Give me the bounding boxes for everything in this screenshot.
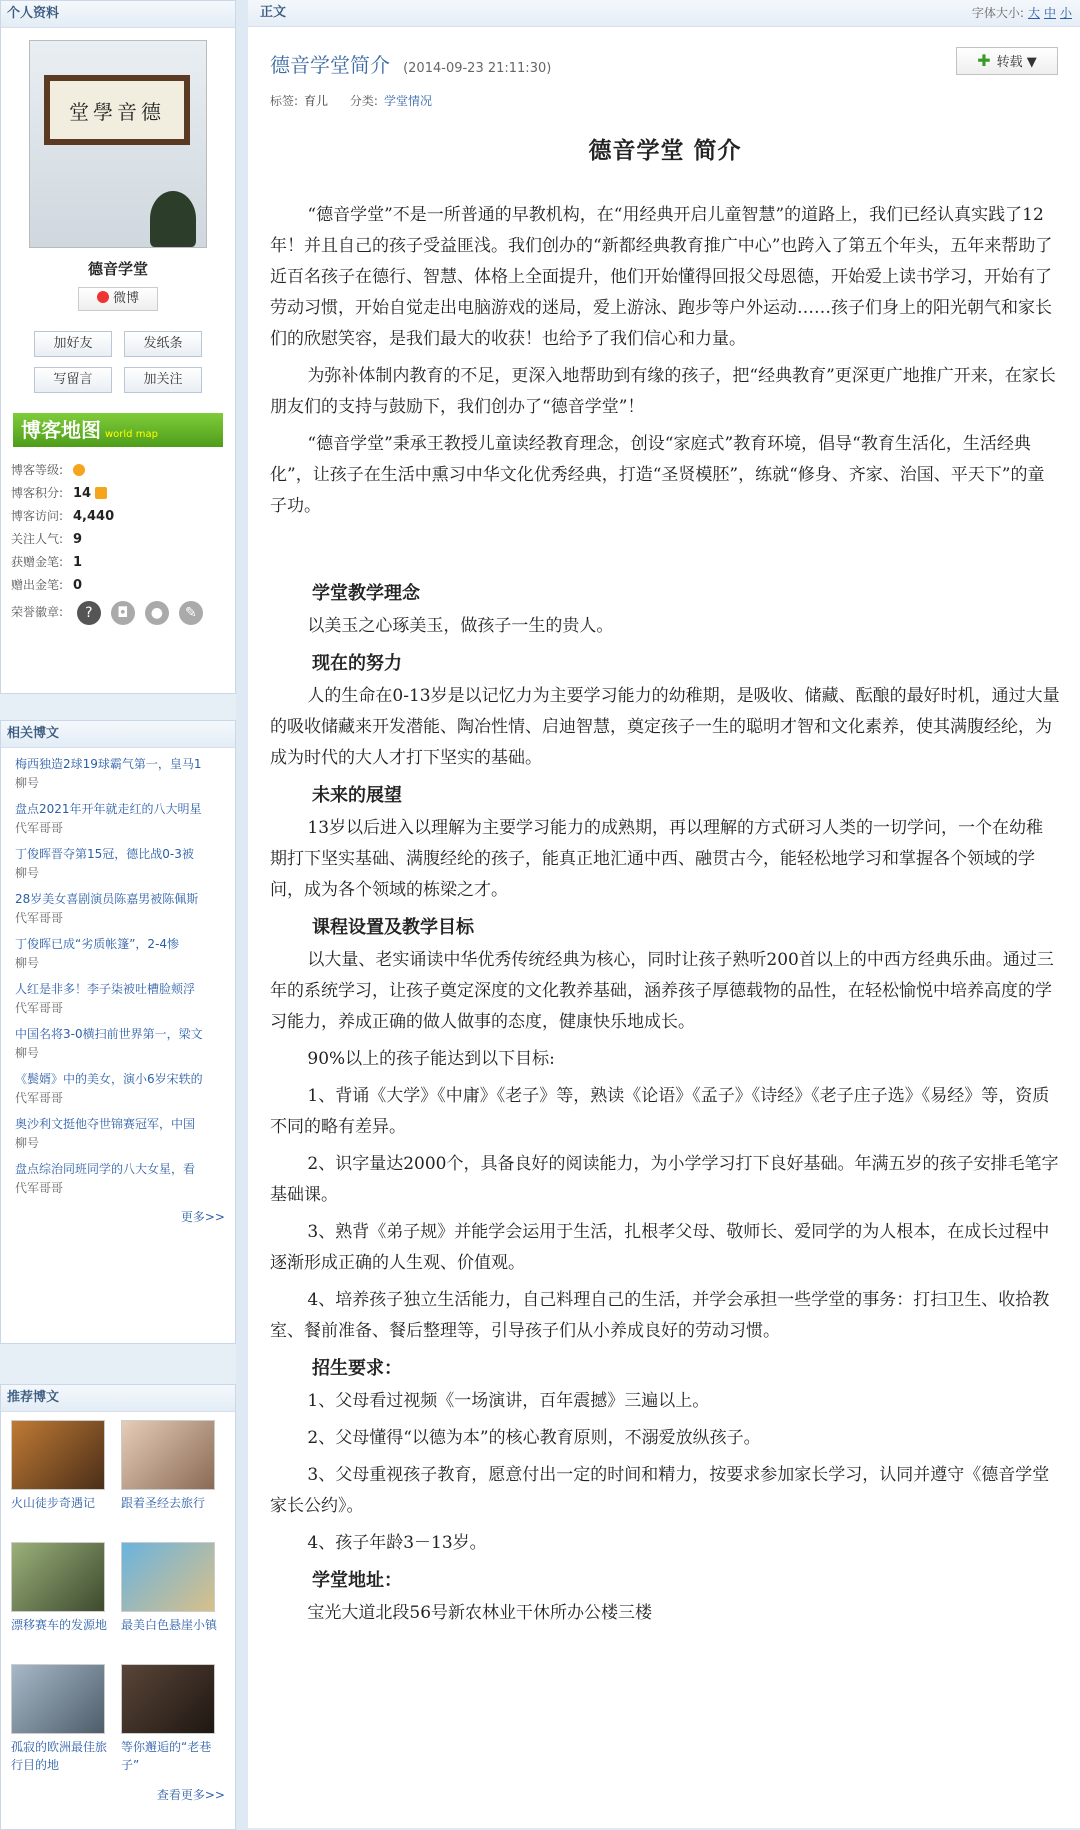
article-title-row xyxy=(270,49,1080,78)
related-title[interactable]: 盘点综治同班同学的八大女星，看 xyxy=(15,1162,196,1176)
thumbnail[interactable] xyxy=(121,1542,215,1612)
related-author[interactable]: 柳号 xyxy=(15,1046,40,1060)
stat-followers xyxy=(11,528,235,551)
related-author[interactable]: 柳号 xyxy=(15,1136,40,1150)
stat-key: 赠出金笔: xyxy=(11,578,64,592)
recommended-item[interactable] xyxy=(11,1420,107,1532)
related-author[interactable]: 柳号 xyxy=(15,776,40,790)
section-paragraph: 13岁以后进入以理解为主要学习能力的成熟期，再以理解的方式研习人类的一切学问，一个在幼稚期打下坚实基础、满腹经纶的孩子，能真正地汇通中西、融贯古今，能轻松地学习和掌握各个领域的学问，成为各个领域的栋梁之才。 xyxy=(270,818,1044,900)
section-title: 现在的努力 xyxy=(312,653,402,674)
recommended-more-link[interactable]: 查看更多>> xyxy=(156,1788,225,1802)
section-paragraph: 宝光大道北段56号新农林业干休所办公楼三楼 xyxy=(307,1603,653,1623)
weibo-label: 微博 xyxy=(112,291,139,306)
font-size-large[interactable]: 大 xyxy=(1027,6,1040,20)
recommended-caption[interactable]: 孤寂的欧洲最佳旅行目的地 xyxy=(11,1740,107,1772)
section-paragraph: 2、父母懂得“以德为本”的核心教育原则，不溺爱放纵孩子。 xyxy=(307,1428,761,1448)
recommended-caption[interactable]: 跟着圣经去旅行 xyxy=(121,1496,206,1510)
related-title[interactable]: 28岁美女喜剧演员陈嘉男被陈佩斯 xyxy=(15,892,199,906)
intro-paragraph: “德音学堂”秉承王教授儿童读经教育理念，创设“家庭式”教育环境，倡导“教育生活化，生活经典化”，让孩子在生活中熏习中华文化优秀经典，打造“圣贤模胚”，练就“修身、齐家、治国、平天下”的童子功。 xyxy=(270,434,1045,516)
section-paragraph: 3、父母重视孩子教育，愿意付出一定的时间和精力，按要求参加家长学习，认同并遵守《德音学堂家长公约》。 xyxy=(270,1465,1050,1516)
list-item[interactable] xyxy=(1,1018,235,1063)
related-author[interactable]: 代军哥哥 xyxy=(15,821,64,835)
camera-badge-icon[interactable]: ◘ xyxy=(111,601,135,625)
recommended-item[interactable] xyxy=(11,1664,107,1776)
main-content xyxy=(248,0,1080,1828)
stat-value: 1 xyxy=(73,555,83,570)
related-posts-panel xyxy=(0,720,236,1344)
section-paragraph: 4、孩子年龄3－13岁。 xyxy=(307,1533,487,1553)
section-paragraph: 3、熟背《弟子规》并能学会运用于生活，扎根孝父母、敬师长、爱同学的为人根本，在成长过程中逐渐形成正确的人生观、价值观。 xyxy=(270,1222,1050,1273)
related-title[interactable]: 盘点2021年开年就走红的八大明星 xyxy=(15,802,202,816)
section-paragraph: 人的生命在0-13岁是以记忆力为主要学习能力的幼稚期，是吸收、储藏、酝酿的最好时机，通过大量的吸收储藏来开发潜能、陶冶性情、启迪智慧，奠定孩子一生的聪明才智和文化素养，使其满腹经纶，为成为时代的大人才打下坚实的基础。 xyxy=(270,686,1060,768)
related-title[interactable]: 《鬓婿》中的美女，演小6岁宋轶的 xyxy=(15,1072,203,1086)
recommended-caption[interactable]: 漂移赛车的发源地 xyxy=(11,1618,107,1632)
recommended-item[interactable] xyxy=(121,1420,217,1532)
main-header xyxy=(248,0,1080,27)
related-title[interactable]: 丁俊晖已成“劣质帐篷”，2-4惨 xyxy=(15,937,180,951)
category-label: 分类: xyxy=(349,94,378,108)
badge-list xyxy=(77,601,203,625)
related-header: 相关博文 xyxy=(1,721,235,748)
font-size-small[interactable]: 小 xyxy=(1059,6,1072,20)
thumbnail[interactable] xyxy=(121,1664,215,1734)
related-title[interactable]: 中国名将3-0横扫前世界第一，梁文 xyxy=(15,1027,203,1041)
section-title: 招生要求： xyxy=(312,1358,402,1379)
leave-message-button[interactable]: 写留言 xyxy=(34,367,112,393)
tag-link[interactable]: 育儿 xyxy=(304,94,329,108)
send-note-button[interactable]: 发纸条 xyxy=(124,331,202,357)
stat-visits xyxy=(11,505,235,528)
recommended-caption[interactable]: 等你邂逅的“老巷子” xyxy=(121,1740,212,1772)
tags-label: 标签: xyxy=(270,94,299,108)
section-paragraph: 1、父母看过视频《一场演讲，百年震撼》三遍以上。 xyxy=(307,1391,710,1411)
pen-badge-icon[interactable]: ✎ xyxy=(179,601,203,625)
font-size-control xyxy=(972,0,1072,26)
related-author[interactable]: 柳号 xyxy=(15,866,40,880)
category-link[interactable]: 学堂情况 xyxy=(383,94,432,108)
level-icon xyxy=(73,464,85,476)
add-friend-button[interactable]: 加好友 xyxy=(34,331,112,357)
stat-points xyxy=(11,482,235,505)
recommended-header: 推荐博文 xyxy=(1,1385,235,1412)
list-item[interactable] xyxy=(1,838,235,883)
follow-button[interactable]: 加关注 xyxy=(124,367,202,393)
thumbnail[interactable] xyxy=(11,1664,105,1734)
stat-value: 9 xyxy=(73,532,83,547)
related-title[interactable]: 奥沙利文挺他夺世锦赛冠军，中国 xyxy=(15,1117,196,1131)
recommended-item[interactable] xyxy=(121,1542,217,1654)
recommended-posts-panel xyxy=(0,1384,236,1830)
section-paragraph: 1、背诵《大学》《中庸》《老子》等，熟读《论语》《孟子》《诗经》《老子庄子选》《易经》等，资质不同的略有差异。 xyxy=(270,1086,1050,1137)
weibo-button[interactable] xyxy=(78,287,158,311)
recommended-caption[interactable]: 最美白色悬崖小镇 xyxy=(121,1618,217,1632)
related-author[interactable]: 代军哥哥 xyxy=(15,1091,64,1105)
stat-key: 关注人气: xyxy=(11,532,64,546)
list-item[interactable] xyxy=(1,973,235,1018)
question-badge-icon[interactable]: ? xyxy=(77,601,101,625)
list-item[interactable] xyxy=(1,1153,235,1198)
list-item[interactable] xyxy=(1,1108,235,1153)
blog-map-label: 博客地图 xyxy=(21,418,101,442)
repost-button[interactable] xyxy=(956,47,1058,75)
article-meta xyxy=(270,92,1080,109)
avatar[interactable] xyxy=(29,40,207,248)
section-title: 课程设置及教学目标 xyxy=(312,917,474,938)
blog-owner-name[interactable]: 德音学堂 xyxy=(87,260,148,278)
related-more-link[interactable]: 更多>> xyxy=(180,1210,225,1224)
profile-header: 个人资料 xyxy=(1,1,235,28)
points-icon xyxy=(95,487,107,499)
related-title[interactable]: 丁俊晖晋夺第15冠，德比战0-3被 xyxy=(15,847,194,861)
related-author[interactable]: 代军哥哥 xyxy=(15,911,64,925)
recommended-caption[interactable]: 火山徒步奇遇记 xyxy=(11,1496,96,1510)
stat-key: 获赠金笔: xyxy=(11,555,64,569)
stat-level xyxy=(11,459,235,482)
stat-key: 博客访问: xyxy=(11,509,64,523)
recommended-item[interactable] xyxy=(11,1542,107,1654)
intro-paragraph: “德音学堂”不是一所普通的早教机构，在“用经典开启儿童智慧”的道路上，我们已经认真实践了12年！并且自己的孩子受益匪浅。我们创办的“新都经典教育推广中心”也跨入了第五个年头，五年来帮助了近百名孩子在德行、智慧、体格上全面提升，他们开始懂得回报父母恩德，开始爱上读书学习，开始有了劳动习惯，开始自觉走出电脑游戏的迷局，爱上游泳、跑步等户外运动……孩子们身上的阳光朝气和家长们的欣慰笑容，是我们最大的收获！也给予了我们信心和力量。 xyxy=(270,205,1053,349)
thumbnail[interactable] xyxy=(11,1420,105,1490)
font-size-label: 字体大小: xyxy=(971,6,1024,20)
lock-badge-icon[interactable]: ● xyxy=(145,601,169,625)
stat-key: 博客等级: xyxy=(11,463,64,477)
intro-paragraph: 为弥补体制内教育的不足，更深入地帮助到有缘的孩子，把“经典教育”更深更广地推广开来，在家长朋友们的支持与鼓励下，我们创办了“德音学堂”！ xyxy=(270,366,1056,417)
related-author[interactable]: 代军哥哥 xyxy=(15,1181,64,1195)
repost-label: 转载 xyxy=(996,55,1023,70)
list-item[interactable] xyxy=(1,1063,235,1108)
article-time: (2014-09-23 21:11:30) xyxy=(403,61,552,76)
section-paragraph: 90%以上的孩子能达到以下目标: xyxy=(307,1049,555,1069)
main-header-label: 正文 xyxy=(260,5,287,20)
stat-badges xyxy=(11,597,235,627)
article-title: 德音学堂简介 xyxy=(270,53,390,77)
stat-value: 14 xyxy=(73,486,92,501)
blog-map-banner[interactable] xyxy=(13,413,223,447)
stat-pens-given xyxy=(11,574,235,597)
section-paragraph: 以美玉之心琢美玉，做孩子一生的贵人。 xyxy=(307,616,614,636)
dropdown-arrow-icon: ▼ xyxy=(1026,55,1037,70)
stat-pens-received xyxy=(11,551,235,574)
section-title: 学堂地址： xyxy=(312,1570,402,1591)
blog-map-sub: world map xyxy=(105,429,158,440)
list-item[interactable] xyxy=(1,928,235,973)
calligraphy-frame xyxy=(44,75,190,145)
article-heading: 德音学堂 简介 xyxy=(588,137,742,164)
stat-key: 荣誉徽章: xyxy=(11,605,64,619)
related-author[interactable]: 代军哥哥 xyxy=(15,1001,64,1015)
profile-panel xyxy=(0,0,236,694)
list-item[interactable] xyxy=(1,793,235,838)
plant-image xyxy=(150,191,196,247)
calligraphy-text: 堂學音德 xyxy=(50,81,184,139)
related-title[interactable]: 梅西独造2球19球霸气第一，皇马1 xyxy=(15,757,202,771)
blog-stats xyxy=(11,459,235,627)
stat-value: 0 xyxy=(73,578,83,593)
list-item[interactable] xyxy=(1,883,235,928)
section-paragraph: 2、识字量达2000个，具备良好的阅读能力，为小学学习打下良好基础。年满五岁的孩子安排毛笔字基础课。 xyxy=(270,1154,1059,1205)
article-body xyxy=(248,135,1080,1629)
stat-key: 博客积分: xyxy=(11,486,64,500)
weibo-icon xyxy=(97,291,109,303)
recommended-item[interactable] xyxy=(121,1664,217,1776)
section-title: 未来的展望 xyxy=(312,785,402,806)
thumbnail[interactable] xyxy=(121,1420,215,1490)
stat-value: 4,440 xyxy=(73,509,115,524)
sidebar xyxy=(0,0,236,1828)
thumbnail[interactable] xyxy=(11,1542,105,1612)
section-paragraph: 以大量、老实诵读中华优秀传统经典为核心，同时让孩子熟听200首以上的中西方经典乐曲。通过三年的系统学习，让孩子奠定深度的文化教养基础，涵养孩子厚德载物的品性，在轻松愉悦中培养高度的学习能力，养成正确的做人做事的态度，健康快乐地成长。 xyxy=(270,950,1054,1032)
list-item[interactable] xyxy=(1,748,235,793)
related-title[interactable]: 人红是非多！李子柒被吐槽脸颊浮 xyxy=(15,982,196,996)
section-title: 学堂教学理念 xyxy=(312,583,420,604)
related-author[interactable]: 柳号 xyxy=(15,956,40,970)
font-size-medium[interactable]: 中 xyxy=(1043,6,1056,20)
plus-icon: ✚ xyxy=(977,51,991,70)
section-paragraph: 4、培养孩子独立生活能力，自己料理自己的生活，并学会承担一些学堂的事务：打扫卫生、收拾教室、餐前准备、餐后整理等，引导孩子们从小养成良好的劳动习惯。 xyxy=(270,1290,1050,1341)
